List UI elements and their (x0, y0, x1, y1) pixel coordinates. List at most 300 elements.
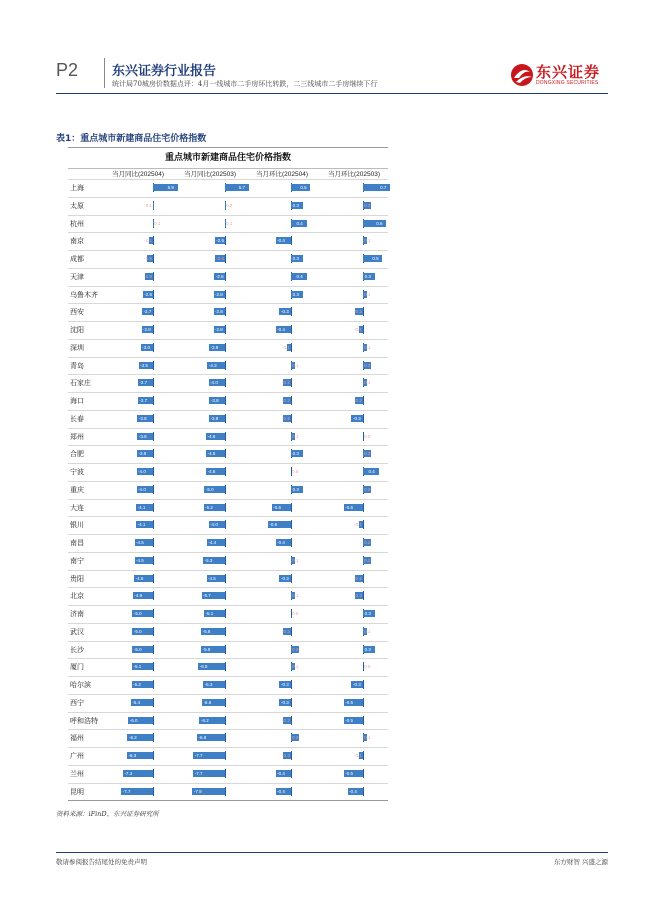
value-label: -4.5 (208, 575, 216, 581)
value-label: -4.0 (210, 522, 218, 528)
value-label: 0.5 (372, 256, 379, 261)
bar-axis (153, 201, 154, 210)
value-label: -0.6 (269, 522, 278, 528)
value-label: 0.3 (292, 291, 299, 297)
bar-axis (153, 503, 154, 512)
row-divider (68, 747, 388, 748)
value-label: -6.2 (200, 717, 209, 723)
value-label: -5.2 (205, 504, 213, 510)
value-label: 0.4 (296, 220, 303, 226)
row-divider (68, 428, 388, 429)
value-label: -7.7 (194, 753, 203, 758)
value-label: 0.2 (292, 735, 299, 741)
bar-axis (153, 645, 154, 654)
value-label: -3.7 (139, 398, 148, 403)
value-label: -3.9 (138, 451, 147, 457)
row-divider (68, 765, 388, 766)
value-label: 0.3 (292, 451, 299, 457)
bar-axis (225, 609, 226, 618)
row-divider (68, 676, 388, 677)
value-label: -4.0 (138, 486, 146, 492)
column-header-4: 当月环比(202503) (327, 171, 381, 178)
value-label: 0.2 (364, 202, 371, 208)
value-label: -2.8 (215, 327, 223, 332)
value-label: 0.1 (154, 220, 161, 226)
bar-axis (153, 254, 154, 263)
bar-axis (291, 503, 292, 512)
city-name: 青岛 (70, 361, 84, 370)
value-label: -0.2 (354, 309, 362, 315)
value-label: 0.1 (292, 362, 299, 368)
bar-axis (153, 769, 154, 778)
city-name: 宁波 (70, 468, 84, 476)
bar-axis (153, 272, 154, 281)
city-name: 沈阳 (70, 326, 84, 334)
bar-axis (153, 414, 154, 423)
row-divider (68, 445, 388, 446)
value-label: -0.5 (273, 504, 281, 510)
city-name: 海口 (70, 397, 84, 405)
row-divider (68, 197, 388, 198)
bar-axis (153, 787, 154, 796)
bar-axis (225, 236, 226, 245)
bar-axis (225, 627, 226, 636)
value-label: 0.0 (364, 664, 371, 670)
row-divider (68, 357, 388, 358)
bar-axis (153, 307, 154, 316)
bar-axis (291, 396, 292, 405)
bar-axis (153, 378, 154, 387)
bar-axis (225, 680, 226, 689)
bar-axis (225, 254, 226, 263)
value-label: -2.4 (216, 256, 224, 261)
value-label: -5.6 (203, 699, 212, 705)
value-label: -1.5 (144, 256, 152, 261)
report-title: 东兴证券行业报告 (112, 64, 217, 79)
row-divider (68, 215, 388, 216)
header-divider (104, 58, 105, 88)
value-label: -0.2 (282, 415, 290, 421)
value-label: -7.7 (194, 770, 203, 776)
value-label: 0.3 (292, 486, 299, 492)
bar-axis (291, 520, 292, 529)
city-name: 北京 (70, 592, 84, 601)
city-name: 成都 (70, 255, 84, 263)
footer-slogan: 东方财智 兴盛之源 (553, 858, 608, 866)
bar-axis (225, 556, 226, 565)
bar-axis (225, 751, 226, 760)
value-label: -2.6 (215, 273, 224, 279)
bar-axis (291, 627, 292, 636)
value-label: -0.5 (345, 699, 353, 705)
bar-axis (153, 361, 154, 370)
bar-axis (291, 680, 292, 689)
value-label: 0.1 (292, 557, 299, 563)
value-label: -0.4 (349, 788, 357, 794)
value-label: -0.2 (354, 398, 362, 403)
bar-axis (225, 503, 226, 512)
bar-axis (153, 556, 154, 565)
value-label: -0.4 (277, 327, 285, 332)
row-divider (68, 587, 388, 588)
row-divider (68, 286, 388, 287)
city-name: 济南 (70, 610, 84, 618)
city-name: 广州 (70, 752, 84, 760)
value-label: -0.2 (354, 593, 362, 599)
value-label: 0.1 (364, 380, 371, 386)
value-label: 0.0 (292, 611, 299, 616)
value-label: -4.0 (210, 380, 218, 386)
city-name: 贵阳 (70, 574, 84, 583)
value-label: -7.3 (124, 770, 133, 776)
city-name: 石家庄 (70, 379, 91, 388)
city-name: 南京 (70, 237, 84, 246)
bar-axis (225, 591, 226, 600)
column-header-2: 当月同比(202503) (183, 171, 237, 178)
city-name: 哈尔滨 (70, 681, 91, 689)
value-label: -5.3 (204, 557, 213, 563)
value-label: -3.8 (138, 415, 147, 421)
row-divider (68, 605, 388, 606)
value-label: -3.9 (210, 344, 219, 350)
value-label: -3.5 (140, 362, 148, 368)
bar-axis (153, 467, 154, 476)
value-label: 5.7 (238, 185, 246, 190)
bar-axis (153, 609, 154, 618)
value-label: 0.1 (364, 238, 371, 244)
bar-axis (363, 591, 364, 600)
value-label: -5.0 (133, 628, 142, 634)
bar-axis (363, 325, 364, 334)
bar-axis (153, 716, 154, 725)
city-name: 南昌 (70, 539, 84, 547)
value-label: 0.4 (296, 273, 303, 279)
value-label: -5.0 (205, 486, 214, 492)
bar-axis (225, 662, 226, 671)
value-label: 0.2 (364, 451, 371, 457)
bar-axis (153, 591, 154, 600)
value-label: -4.3 (208, 362, 217, 368)
row-divider (68, 339, 388, 340)
column-header-1: 当月同比(202504) (111, 171, 165, 178)
bar-axis (153, 538, 154, 547)
logo-text: 东兴证券 (536, 63, 601, 81)
value-label: -0.3 (352, 415, 361, 421)
bar-axis (291, 751, 292, 760)
row-divider (68, 410, 388, 411)
bar-axis (153, 627, 154, 636)
bar-axis (225, 574, 226, 583)
bar-axis (291, 325, 292, 334)
row-divider (68, 783, 388, 784)
city-name: 郑州 (70, 432, 84, 441)
bar-axis (225, 290, 226, 299)
city-name: 太原 (70, 201, 84, 210)
value-label: 0.2 (364, 486, 371, 492)
bar-axis (363, 574, 364, 583)
value-label: -0.3 (280, 699, 289, 705)
bar-axis (225, 485, 226, 494)
city-name: 长春 (70, 414, 84, 423)
bar-axis (153, 733, 154, 742)
value-label: -0.1 (354, 327, 362, 332)
bar-axis (225, 645, 226, 654)
value-label: 0.2 (292, 646, 299, 652)
bar-axis (363, 396, 364, 405)
value-label: 5.9 (167, 185, 174, 190)
value-label: -5.4 (132, 699, 141, 705)
row-divider (68, 641, 388, 642)
row-divider (68, 570, 388, 571)
row-divider (68, 499, 388, 500)
page-number: P2 (56, 60, 79, 80)
footer-rule (56, 852, 608, 853)
city-name: 重庆 (70, 485, 84, 494)
source-note: 资料来源：iFinD、东兴证券研究所 (56, 810, 159, 818)
value-label: 0.1 (226, 220, 233, 226)
city-name: 兰州 (70, 769, 84, 778)
bar-axis (291, 378, 292, 387)
value-label: -4.9 (134, 593, 143, 599)
bar-axis (225, 432, 226, 441)
value-label: -2.7 (143, 309, 152, 315)
table-title: 重点城市新建商品住宅价格指数 (68, 147, 388, 169)
bar-axis (153, 290, 154, 299)
value-label: -2.5 (216, 238, 225, 244)
bar-axis (363, 716, 364, 725)
bar-axis (225, 538, 226, 547)
city-name: 大连 (70, 503, 84, 512)
value-label: -0.2 (354, 575, 362, 581)
value-label: 0.1 (364, 628, 371, 634)
value-label: -5.8 (202, 628, 211, 634)
bar-axis (291, 414, 292, 423)
value-label: -1.9 (144, 273, 152, 279)
bar-axis (291, 538, 292, 547)
bar-axis (225, 449, 226, 458)
value-label: -6.3 (128, 753, 137, 758)
city-name: 深圳 (70, 343, 84, 352)
value-label: -0.1 (354, 753, 362, 758)
row-divider (68, 481, 388, 482)
bar-axis (225, 361, 226, 370)
column-header-3: 当月环比(202504) (255, 171, 309, 178)
value-label: -5.7 (203, 593, 211, 599)
value-label: 0.1 (292, 593, 299, 599)
value-label: -0.5 (345, 770, 353, 776)
city-name: 长沙 (70, 645, 84, 654)
bar-axis (225, 769, 226, 778)
bar-axis (153, 574, 154, 583)
bar-axis (153, 485, 154, 494)
value-label: -5.8 (202, 646, 211, 652)
value-label: -4.4 (208, 540, 217, 545)
bar-axis (153, 325, 154, 334)
value-label: 0.2 (226, 202, 233, 208)
value-label: -0.2 (282, 717, 290, 723)
value-label: 0.2 (364, 557, 371, 563)
row-divider (68, 303, 388, 304)
value-label: -6.5 (199, 664, 208, 670)
bar-axis (153, 520, 154, 529)
table-caption: 表1：重点城市新建商品住宅价格指数 (56, 134, 207, 144)
value-label: -7.9 (193, 788, 202, 794)
row-divider (68, 729, 388, 730)
row-divider (68, 321, 388, 322)
value-label: -6.2 (128, 735, 137, 741)
city-name: 合肥 (70, 450, 84, 459)
bar-axis (225, 698, 226, 707)
value-label: 0.0 (364, 433, 371, 439)
bar-axis (153, 343, 154, 352)
value-label: 0.2 (364, 362, 371, 368)
bar-axis (363, 503, 364, 512)
value-label: -0.3 (280, 575, 289, 581)
bar-axis (225, 414, 226, 423)
value-label: 0.0 (292, 469, 299, 474)
value-label: -3.8 (210, 398, 219, 403)
bar-axis (153, 236, 154, 245)
value-label: -0.4 (277, 540, 285, 545)
value-label: 0.5 (300, 185, 307, 190)
value-label: -0.4 (277, 770, 285, 776)
value-label: -4.0 (138, 469, 146, 474)
value-label: -2.8 (215, 291, 223, 297)
value-label: -3.8 (138, 433, 147, 439)
bar-axis (291, 698, 292, 707)
table-bottom-rule (68, 800, 388, 801)
bar-axis (363, 769, 364, 778)
bar-axis (291, 343, 292, 352)
value-label: -0.5 (345, 504, 353, 510)
city-name: 西宁 (70, 698, 84, 707)
value-label: -3.9 (210, 415, 219, 421)
value-label: 0.1 (292, 664, 299, 670)
city-name: 武汉 (70, 627, 84, 636)
bar-axis (291, 574, 292, 583)
logo-english: DONGXING SECURITIES (536, 80, 599, 86)
row-divider (68, 179, 388, 180)
value-label: -4.5 (136, 557, 144, 563)
city-name: 厦门 (70, 663, 84, 672)
value-label: -5.0 (133, 611, 142, 616)
bar-axis (153, 698, 154, 707)
value-label: 0.1 (364, 735, 371, 741)
value-label: -7.7 (122, 788, 131, 794)
row-divider (68, 232, 388, 233)
bar-axis (153, 751, 154, 760)
value-label: -0.4 (277, 238, 285, 244)
value-label: -3.0 (142, 344, 150, 350)
value-label: 0.3 (292, 256, 299, 261)
value-label: 0.3 (364, 273, 371, 279)
bar-axis (225, 716, 226, 725)
value-label: -0.3 (352, 682, 361, 687)
row-divider (68, 463, 388, 464)
bar-axis (153, 432, 154, 441)
value-label: -4.1 (137, 504, 146, 510)
value-label: -5.3 (204, 682, 213, 687)
city-name: 乌鲁木齐 (70, 290, 98, 299)
value-label: -0.3 (280, 682, 289, 687)
row-divider (68, 374, 388, 375)
city-name: 银川 (70, 521, 84, 530)
bar-axis (225, 733, 226, 742)
value-label: 0.4 (368, 469, 375, 474)
value-label: -0.2 (282, 753, 290, 758)
value-label: -0.2 (282, 628, 290, 634)
value-label: -0.2 (282, 380, 290, 386)
value-label: -6.0 (129, 717, 138, 723)
value-label: -4.6 (207, 469, 216, 474)
bar-axis (153, 449, 154, 458)
bar-axis (291, 787, 292, 796)
bar-axis (363, 307, 364, 316)
bar-axis (291, 716, 292, 725)
value-label: -4.6 (207, 433, 216, 439)
row-divider (68, 534, 388, 535)
row-divider (68, 712, 388, 713)
value-label: -1.1 (144, 238, 152, 244)
value-label: 0.3 (364, 611, 371, 616)
value-label: 0.3 (364, 646, 371, 652)
value-label: -5.2 (133, 682, 141, 687)
row-divider (68, 392, 388, 393)
value-label: -3.7 (139, 380, 148, 386)
row-divider (68, 658, 388, 659)
value-label: -0.3 (280, 309, 289, 315)
value-label: 0.1 (364, 291, 371, 297)
bar-axis (363, 680, 364, 689)
value-label: -4.1 (137, 522, 146, 528)
value-label: 0.1 (364, 344, 371, 350)
city-name: 杭州 (70, 219, 84, 228)
value-label: 0.6 (376, 220, 383, 226)
value-label: -0.2 (282, 398, 290, 403)
value-bar (225, 184, 249, 191)
bar-axis (363, 698, 364, 707)
value-label: 0.7 (380, 185, 387, 190)
city-name: 呼和浩特 (70, 716, 98, 725)
value-label: -6.8 (198, 735, 207, 741)
value-label: -0.5 (345, 717, 353, 723)
header-rule (56, 93, 608, 94)
value-label: -2.5 (144, 291, 153, 297)
value-label: -2.8 (215, 309, 223, 315)
bar-axis (363, 520, 364, 529)
row-divider (68, 268, 388, 269)
row-divider (68, 623, 388, 624)
bar-axis (225, 520, 226, 529)
row-divider (68, 694, 388, 695)
value-label: -4.5 (136, 540, 144, 545)
row-divider (68, 516, 388, 517)
value-label: -0.1 (354, 522, 362, 528)
value-label: -5.1 (133, 664, 142, 670)
report-subtitle: 统计局70城房价数据点评：4月一线城市二手房环比转跌，二三线城市二手房继续下行 (112, 80, 378, 88)
value-label: 0.2 (364, 540, 371, 545)
bar-axis (225, 467, 226, 476)
bar-axis (153, 396, 154, 405)
row-divider (68, 250, 388, 251)
bar-axis (291, 769, 292, 778)
bar-axis (225, 272, 226, 281)
bar-axis (225, 307, 226, 316)
bar-axis (153, 680, 154, 689)
city-name: 福州 (70, 734, 84, 743)
city-name: 昆明 (70, 787, 84, 796)
value-label: -0.4 (277, 788, 285, 794)
